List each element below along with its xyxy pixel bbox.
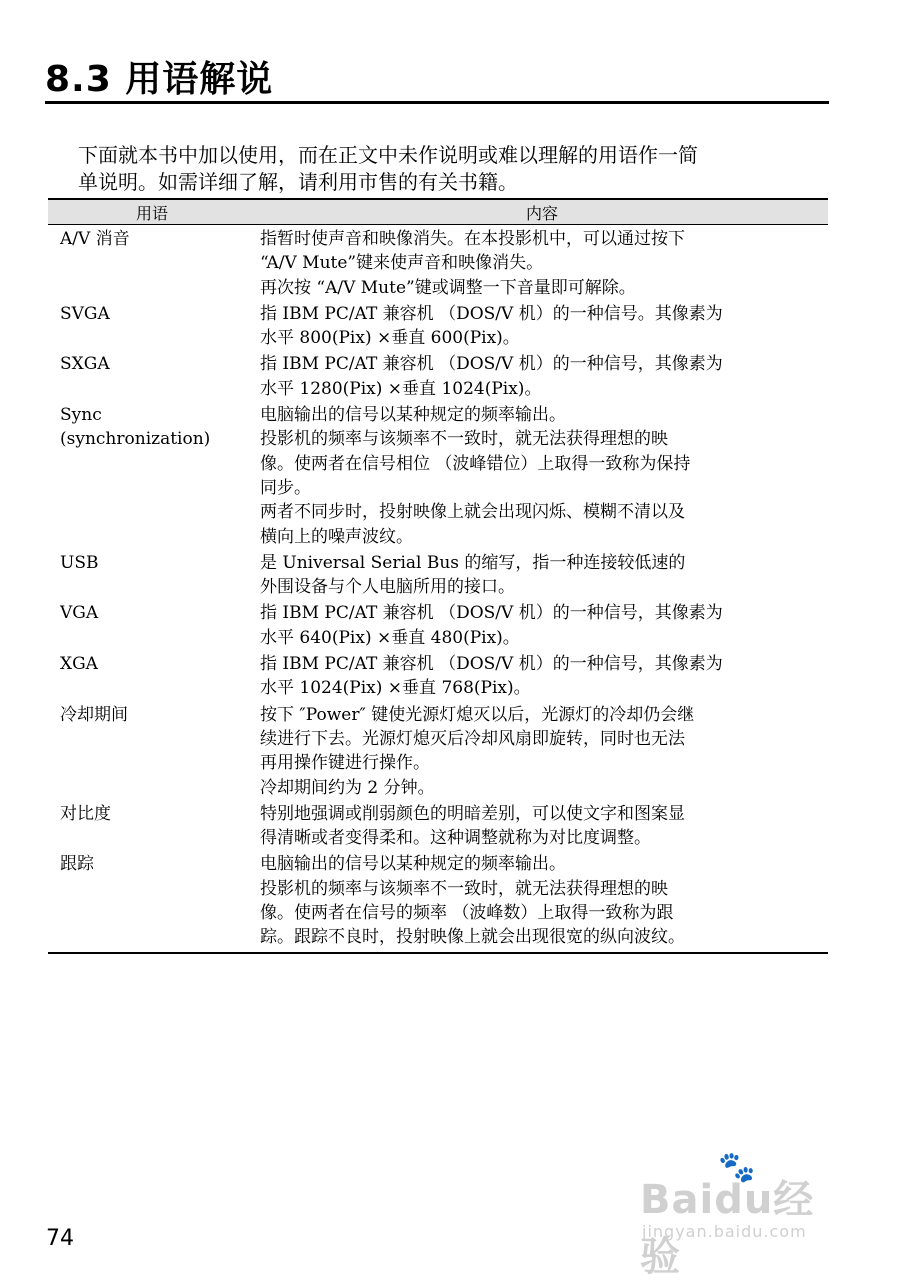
table-row (48, 701, 828, 800)
term-text: (synchronization) (60, 429, 211, 450)
table-row (48, 225, 828, 300)
paw-icon: 🐾 (718, 1150, 756, 1185)
definition-line: 指 IBM PC/AT 兼容机 （DOS/V 机）的一种信号，其像素为 (260, 354, 723, 375)
term-text: 跟踪 (60, 854, 94, 875)
watermark-logo: Baidu经验 (640, 1177, 815, 1280)
term-text: Sync (60, 405, 102, 426)
term-text: SXGA (60, 354, 110, 375)
definition-cell (256, 300, 828, 351)
table-row (48, 850, 828, 952)
definition-line: “A/V Mute”键来使声音和映像消失。 (260, 253, 544, 274)
definition-line: 指 IBM PC/AT 兼容机 （DOS/V 机）的一种信号，其像素为 (260, 654, 723, 675)
definition-line: 续进行下去。光源灯熄灭后冷却风扇即旋转，同时也无法 (260, 728, 685, 749)
definition-line: 像。使两者在信号的频率 （波峰数）上取得一致称为跟 (260, 903, 674, 924)
table-row (48, 350, 828, 401)
definition-line: 外围设备与个人电脑所用的接口。 (260, 577, 515, 598)
definition-line: 是 Universal Serial Bus 的缩写，指一种连接较低速的 (260, 552, 686, 573)
term-text: SVGA (60, 303, 110, 324)
table-row (48, 599, 828, 650)
definition-cell (256, 701, 828, 800)
table-row (48, 401, 828, 549)
watermark (640, 1150, 850, 1280)
definition-line: 同步。 (260, 477, 311, 498)
definition-line: 指 IBM PC/AT 兼容机 （DOS/V 机）的一种信号，其像素为 (260, 603, 723, 624)
definition-line: 像。使两者在信号相位 （波峰错位）上取得一致称为保持 (260, 453, 691, 474)
definition-line: 再次按 “A/V Mute”键或调整一下音量即可解除。 (260, 277, 636, 298)
definition-cell (256, 650, 828, 701)
header-term: 用语 (48, 199, 256, 225)
definition-cell (256, 549, 828, 600)
table-row (48, 650, 828, 701)
intro-line: 单说明。如需详细了解，请利用市售的有关书籍。 (78, 170, 518, 194)
page-title: 8.3 用语解说 (45, 59, 274, 100)
definition-line: 踪。跟踪不良时，投射映像上就会出现很宽的纵向波纹。 (260, 927, 685, 948)
glossary-table (48, 198, 828, 954)
definition-line: 特别地强调或削弱颜色的明暗差别，可以使文字和图案显 (260, 803, 685, 824)
definition-cell (256, 225, 828, 300)
definition-cell (256, 599, 828, 650)
definition-line: 冷却期间约为 2 分钟。 (260, 777, 435, 798)
definition-line: 指暂时使声音和映像消失。在本投影机中，可以通过按下 (260, 229, 685, 249)
definition-line: 水平 640(Pix) ×垂直 480(Pix)。 (260, 627, 520, 648)
definition-line: 指 IBM PC/AT 兼容机 （DOS/V 机）的一种信号。其像素为 (260, 303, 723, 324)
definition-line: 水平 1024(Pix) ×垂直 768(Pix)。 (260, 678, 531, 699)
term-text: VGA (60, 603, 99, 624)
page-number: 74 (46, 1226, 74, 1251)
watermark-url: jingyan.baidu.com (642, 1222, 807, 1241)
table-header-row (48, 199, 828, 225)
term-cell (48, 850, 256, 952)
definition-cell (256, 401, 828, 549)
definition-line: 横向上的噪声波纹。 (260, 526, 413, 547)
term-cell (48, 225, 256, 300)
term-cell (48, 549, 256, 600)
definition-cell (256, 850, 828, 952)
term-cell (48, 650, 256, 701)
term-text: USB (60, 552, 99, 573)
definition-line: 得清晰或者变得柔和。这种调整就称为对比度调整。 (260, 828, 651, 849)
term-cell (48, 599, 256, 650)
definition-line: 两者不同步时，投射映像上就会出现闪烁、模糊不清以及 (260, 502, 685, 523)
term-text: 冷却期间 (60, 704, 128, 725)
glossary-body (48, 225, 828, 953)
definition-line: 投影机的频率与该频率不一致时，就无法获得理想的映 (260, 429, 668, 450)
header-content: 内容 (256, 199, 828, 225)
table-row (48, 300, 828, 351)
title-rule (45, 101, 829, 104)
intro-line: 下面就本书中加以使用，而在正文中未作说明或难以理解的用语作一简 (78, 143, 698, 167)
table-row (48, 549, 828, 600)
table-row (48, 800, 828, 851)
definition-cell (256, 350, 828, 401)
intro-paragraph (78, 142, 818, 196)
definition-line: 水平 1280(Pix) ×垂直 1024(Pix)。 (260, 378, 542, 399)
definition-line: 再用操作键进行操作。 (260, 753, 430, 774)
term-cell (48, 350, 256, 401)
definition-line: 按下 ″Power″ 键使光源灯熄灭以后，光源灯的冷却仍会继 (260, 704, 695, 725)
term-cell (48, 701, 256, 800)
definition-line: 投影机的频率与该频率不一致时，就无法获得理想的映 (260, 878, 668, 899)
definition-line: 水平 800(Pix) ×垂直 600(Pix)。 (260, 328, 520, 349)
term-cell (48, 401, 256, 549)
term-text: XGA (60, 654, 98, 675)
definition-cell (256, 800, 828, 851)
term-text: A/V 消音 (60, 229, 130, 249)
definition-line: 电脑输出的信号以某种规定的频率输出。 (260, 405, 566, 426)
term-cell (48, 800, 256, 851)
definition-line: 电脑输出的信号以某种规定的频率输出。 (260, 854, 566, 875)
term-text: 对比度 (60, 803, 111, 824)
term-cell (48, 300, 256, 351)
